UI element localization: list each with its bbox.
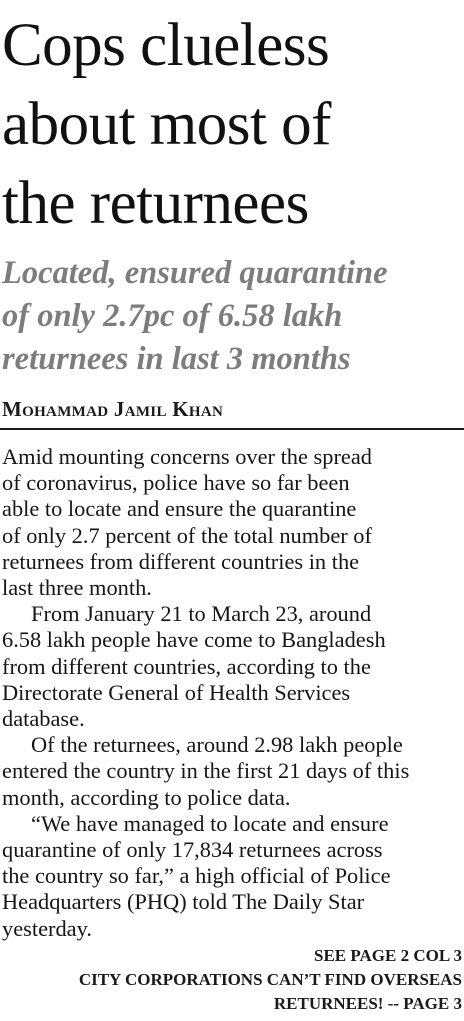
body-line: the country so far,” a high official of Police: [2, 863, 391, 889]
body-line: Headquarters (PHQ) told The Daily Star: [2, 889, 365, 915]
body-line: Of the returnees, around 2.98 lakh people: [31, 732, 403, 758]
body-line: database.: [2, 706, 85, 732]
headline-line: Cops clueless: [2, 12, 330, 79]
body-line: able to locate and ensure the quarantine: [2, 496, 357, 522]
body-line: last three month.: [2, 575, 152, 601]
related-story-line[interactable]: RETURNEES! -- PAGE 3: [273, 994, 462, 1013]
article-body: [2, 444, 464, 942]
headline-line: about most of: [2, 91, 331, 158]
related-story-line[interactable]: CITY CORPORATIONS CAN’T FIND OVERSEAS: [78, 970, 462, 989]
body-line: 6.58 lakh people have come to Bangladesh: [2, 627, 386, 653]
body-line: yesterday.: [2, 915, 92, 941]
subheadline: [2, 252, 464, 381]
body-line: from different countries, according to the: [2, 653, 371, 679]
continued-on-page-link[interactable]: SEE PAGE 2 COL 3: [314, 946, 462, 965]
paragraph: [2, 732, 464, 811]
paragraph: [2, 601, 464, 732]
body-line: Directorate General of Health Services: [2, 679, 351, 705]
body-line: returnees from different countries in the: [2, 548, 360, 574]
subheadline-line: returnees in last 3 months: [2, 341, 351, 377]
headline: [2, 6, 464, 243]
body-line: quarantine of only 17,834 returnees across: [2, 837, 383, 863]
divider-rule: [0, 428, 464, 430]
jump-references: [79, 944, 462, 1016]
paragraph: [2, 811, 464, 942]
subheadline-line: Located, ensured quarantine: [2, 255, 388, 291]
paragraph: [2, 444, 464, 601]
body-line: month, according to police data.: [2, 784, 291, 810]
body-line: From January 21 to March 23, around: [31, 601, 372, 627]
body-line: of only 2.7 percent of the total number of: [2, 522, 372, 548]
body-line: entered the country in the first 21 days of this: [2, 758, 410, 784]
headline-line: the returnees: [2, 170, 309, 237]
body-line: “We have managed to locate and ensure: [31, 810, 389, 836]
subheadline-line: of only 2.7pc of 6.58 lakh: [2, 298, 343, 334]
byline: Mohammad Jamil Khan: [2, 397, 224, 421]
body-line: of coronavirus, police have so far been: [2, 470, 350, 496]
body-line: Amid mounting concerns over the spread: [2, 444, 372, 469]
